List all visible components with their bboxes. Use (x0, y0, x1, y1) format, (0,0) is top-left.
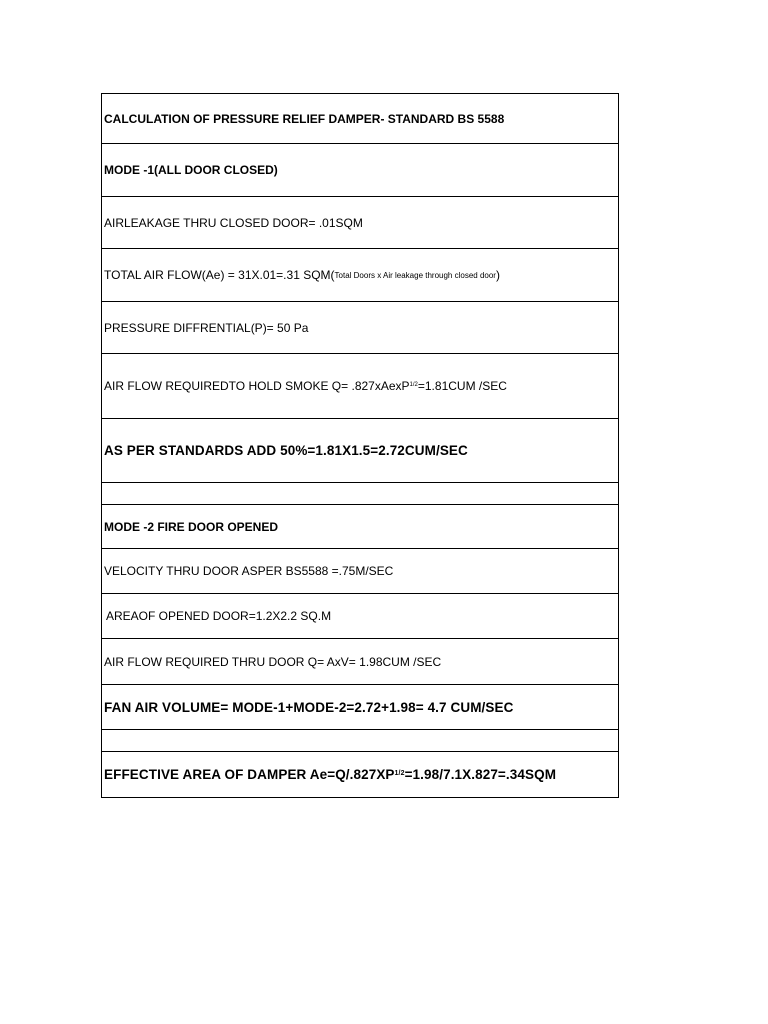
airleakage-text: AIRLEAKAGE THRU CLOSED DOOR= .01SQM (104, 215, 363, 230)
mode2-heading: MODE -2 FIRE DOOR OPENED (104, 519, 279, 534)
total-air-flow-close: ) (495, 268, 500, 282)
blank-row (102, 483, 618, 505)
airleakage-row (102, 197, 618, 249)
door-area-text: AREAOF OPENED DOOR=1.2X2.2 SQ.M (106, 609, 332, 623)
air-flow-smoke-result: =1.81CUM /SEC (417, 379, 507, 393)
pressure-text: PRESSURE DIFFRENTIAL(P)= 50 Pa (104, 320, 309, 335)
table-title: CALCULATION OF PRESSURE RELIEF DAMPER- STANDARD BS 5588 (104, 111, 505, 126)
air-flow-smoke-row (102, 354, 618, 419)
mode2-heading-row (102, 505, 618, 549)
effective-area-result: =1.98/7.1X.827=.34SQM (404, 767, 557, 782)
door-area-row (102, 594, 618, 639)
effective-area-row (102, 752, 618, 797)
total-air-flow-text: TOTAL AIR FLOW(Ae) = 31X.01=.31 SQM( (104, 268, 335, 282)
velocity-text: VELOCITY THRU DOOR ASPER BS5588 =.75M/SEC (104, 564, 394, 578)
air-flow-door-text: AIR FLOW REQUIRED THRU DOOR Q= AxV= 1.98CUM /SEC (104, 654, 442, 669)
air-flow-smoke-text: AIR FLOW REQUIREDTO HOLD SMOKE Q= .827xAexP (104, 379, 410, 393)
fan-volume-row (102, 685, 618, 730)
pressure-row (102, 302, 618, 354)
mode1-heading-row (102, 144, 618, 197)
blank-row (102, 730, 618, 752)
table-title-row (102, 94, 618, 144)
velocity-row (102, 549, 618, 594)
air-flow-smoke-exponent: 1/2 (409, 382, 418, 388)
calculation-table (101, 93, 619, 798)
total-air-flow-row (102, 249, 618, 302)
standards-text: AS PER STANDARDS ADD 50%=1.81X1.5=2.72CUM/SEC (104, 443, 468, 458)
air-flow-door-row (102, 639, 618, 685)
fan-volume-text: FAN AIR VOLUME= MODE-1+MODE-2=2.72+1.98= 4.7 CUM/SEC (104, 699, 514, 715)
standards-row (102, 419, 618, 483)
effective-area-exponent: 1/2 (394, 770, 405, 777)
mode1-heading: MODE -1(ALL DOOR CLOSED) (104, 163, 278, 177)
total-air-flow-note: Total Doors x Air leakage through closed door (334, 270, 496, 280)
effective-area-text: EFFECTIVE AREA OF DAMPER Ae=Q/.827XP (104, 767, 395, 782)
